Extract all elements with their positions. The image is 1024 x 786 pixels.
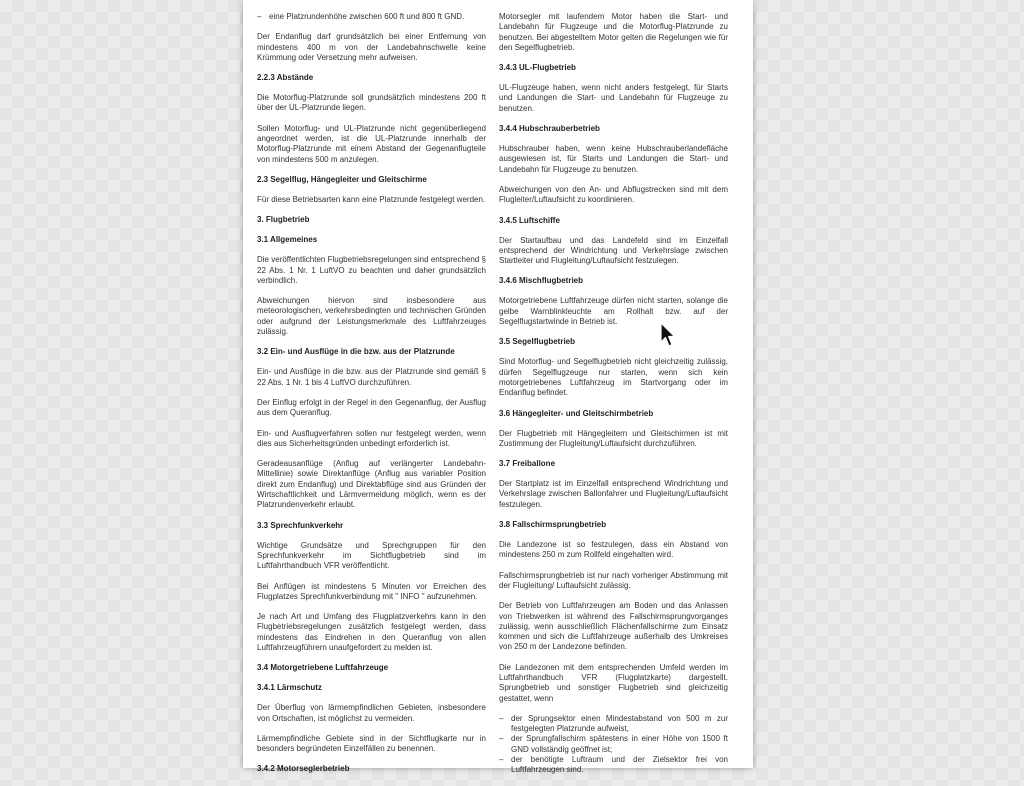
section-heading: 3.7 Freiballone xyxy=(499,459,556,469)
paragraph: Der Flugbetrieb mit Hängegleitern und Gleitschirmen ist mit Zustimmung der Flugleitung/Luftaufsicht durchzuführen. xyxy=(499,428,728,448)
section-heading: 3.3 Sprechfunkverkehr xyxy=(257,520,344,530)
section-heading: 2.2.3 Abstände xyxy=(257,73,314,83)
section-heading: 3.4.3 UL-Flugbetrieb xyxy=(499,63,576,73)
paragraph: Der Startaufbau und das Landefeld sind im Einzelfall entsprechend der Windrichtung und Verkehrslage zwischen Startleiter und Flugleitung/Luftaufsicht festzulegen. xyxy=(499,235,728,266)
list-item: – der benötigte Luftraum und der Zielsektor frei von Luftfahrzeugen sind. xyxy=(499,755,728,776)
paragraph: Der Überflug von lärmempfindlichen Gebieten, insbesondere von Ortschaften, ist möglichst zu vermeiden. xyxy=(257,703,486,723)
section-heading: 3.4.5 Luftschiffe xyxy=(499,215,560,225)
paragraph: Ein- und Ausflugverfahren sollen nur festgelegt werden, wenn dies aus Sicherheitsgründen unbedingt erforderlich ist. xyxy=(257,428,486,448)
list-item: – der Sprungsektor einen Mindestabstand von 500 m zur festgelegten Platzrunde aufweist, xyxy=(499,714,728,735)
paragraph: Hubschrauber haben, wenn keine Hubschrauberlandefläche ausgewiesen ist, für Starts und Landungen die Start- und Landebahn für Flugzeuge zu benutzen. xyxy=(499,144,728,174)
paragraph: Wichtige Grundsätze und Sprechgruppen für den Sprechfunkverkehr im Sichtflugbetrieb sind im Luftfahrthandbuch VFR veröffentlicht. xyxy=(257,540,486,571)
paragraph: Je nach Art und Umfang des Flugplatzverkehrs kann in den Flugbetriebsregelungen zusätzlich festgelegt werden, dass mindestens das Eindrehen in den Queranflug von allen Luftfahrzeugführern unaufgefordert zu melden ist. xyxy=(257,612,486,652)
paragraph: Sollen Motorflug- und UL-Platzrunde nicht gegenüberliegend angeordnet werden, ist die UL-Platzrunde innerhalb der Motorflug-Platzrunde mit einem Abstand der Gegenanflugteile von mindestens 500 m anzulegen. xyxy=(257,123,486,164)
section-heading: 3.6 Hängegleiter- und Gleitschirmbetrieb xyxy=(499,408,654,418)
paragraph: Geradeausanflüge (Anflug auf verlängerter Landebahn-Mittellinie) sowie Direktanflüge (Anflug aus variabler Position direkt zum Endanflug) und Direktabflüge sind aus Gründen der Wirtschaftlichkeit und Lärmvermeidung möglich, wenn es der Platzrundenverkehr erlaubt. xyxy=(257,459,486,510)
section-heading: 3.2 Ein- und Ausflüge in die bzw. aus der Platzrunde xyxy=(257,347,455,357)
document-page xyxy=(243,0,753,775)
paragraph: Für diese Betriebsarten kann eine Platzrunde festgelegt werden. xyxy=(257,194,486,204)
paragraph: Die veröffentlichten Flugbetriebsregelungen sind entsprechend § 22 Abs. 1 Nr. 1 LuftVO zu beachten und daher grundsätzlich verbindlich. xyxy=(257,255,486,285)
paragraph: Fallschirmsprungbetrieb ist nur nach vorheriger Abstimmung mit der Flugleitung/ Luftaufsicht zulässig. xyxy=(499,570,728,590)
paragraph: Motorsegler mit laufendem Motor haben die Start- und Landebahn für Flugzeuge und die Motorflug-Platzrunde zu benutzen. Bei abgestelltem Motor gelten die Regelungen wie für den Segelflugbetrieb. xyxy=(499,12,728,52)
right-column xyxy=(499,12,728,786)
paragraph: Der Endanflug darf grundsätzlich bei einer Entfernung von mindestens 400 m von der Landebahnschwelle keine Krümmung oder Versetzung mehr aufweisen. xyxy=(257,32,486,62)
paragraph: Ein- und Ausflüge in die bzw. aus der Platzrunde sind gemäß § 22 Abs. 1 Nr. 1 bis 4 LuftVO durchzuführen. xyxy=(257,367,486,387)
list-item: – der Sprungfallschirm spätestens in einer Höhe von 1500 ft GND vollständig geöffnet ist; xyxy=(499,734,728,755)
mouse-pointer-icon xyxy=(660,322,676,348)
section-heading: 3.4.2 Motorseglerbetrieb xyxy=(257,764,350,774)
section-heading: 3.5 Segelflugbetrieb xyxy=(499,337,576,347)
left-column xyxy=(257,12,486,784)
bullet-list xyxy=(499,714,728,776)
section-heading: 3.4 Motorgetriebene Luftfahrzeuge xyxy=(257,663,389,673)
section-heading: 3.4.6 Mischflugbetrieb xyxy=(499,276,584,286)
section-heading: 3. Flugbetrieb xyxy=(257,215,310,225)
paragraph: Motorgetriebene Luftfahrzeuge dürfen nicht starten, solange die gelbe Warnblinkleuchte am Rollhalt bzw. auf der Segelflugstartwinde in Betrieb ist. xyxy=(499,296,728,327)
paragraph: Abweichungen hiervon sind insbesondere aus meteorologischen, verkehrsbedingten und technischen Gründen oder aufgrund der Leistungsmerkmale des Luftfahrzeuges zulässig. xyxy=(257,296,486,337)
paragraph: Die Motorflug-Platzrunde soll grundsätzlich mindestens 200 ft über der UL-Platzrunde liegen. xyxy=(257,93,486,113)
paragraph: Lärmempfindliche Gebiete sind in der Sichtflugkarte nur in besonders begründeten Einzelfällen zu benennen. xyxy=(257,733,486,754)
section-heading: 3.8 Fallschirmsprungbetrieb xyxy=(499,520,607,530)
section-heading: 3.1 Allgemeines xyxy=(257,235,318,245)
paragraph: Der Einflug erfolgt in der Regel in den Gegenanflug, der Ausflug aus dem Queranflug. xyxy=(257,397,486,418)
paragraph: UL-Flugzeuge haben, wenn nicht anders festgelegt, für Starts und Landungen die Start- und Landebahn für Flugzeuge zu benutzen. xyxy=(499,83,728,113)
section-heading: 3.4.4 Hubschrauberbetrieb xyxy=(499,124,600,134)
paragraph: Der Betrieb von Luftfahrzeugen am Boden und das Anlassen von Triebwerken ist während des Fallschirmsprungvorganges zulässig, wenn ausschließlich Flächenfallschirme zum Einsatz kommen und sich die Luftfahrzeuge außerhalb des Umkreises von 250 m der Landezone befinden. xyxy=(499,601,728,652)
paragraph: Abweichungen von den An- und Abflugstrecken sind mit dem Flugleiter/Luftaufsicht zu koordinieren. xyxy=(499,184,728,205)
paragraph: Die Landezonen mit dem entsprechenden Umfeld werden im Luftfahrthandbuch VFR (Flugplatzkarte) dargestellt. Sprungbetrieb und sonstiger Flugbetrieb sind gleichzeitig gestattet, wenn xyxy=(499,662,728,703)
section-heading: 3.4.1 Lärmschutz xyxy=(257,683,322,693)
paragraph: Sind Motorflug- und Segelflugbetrieb nicht gleichzeitig zulässig, dürfen Segelflugzeuge nur starten, wenn sich kein motorgetriebenes Luftfahrzeug im Startvorgang oder im Endanflug befindet. xyxy=(499,357,728,398)
section-heading: 2.3 Segelflug, Hängegleiter und Gleitschirme xyxy=(257,174,427,184)
list-item: – eine Platzrundenhöhe zwischen 600 ft und 800 ft GND. xyxy=(257,12,486,22)
paragraph: Bei Anflügen ist mindestens 5 Minuten vor Erreichen des Flugplatzes Sprechfunkverbindung mit " INFO " aufzunehmen. xyxy=(257,581,486,601)
paragraph: Der Startplatz ist im Einzelfall entsprechend Windrichtung und Verkehrslage zwischen Ballonfahrer und Flugleitung/Luftaufsicht festzulegen. xyxy=(499,479,728,509)
paragraph: Die Landezone ist so festzulegen, dass ein Abstand von mindestens 250 m zum Rollfeld eingehalten wird. xyxy=(499,540,728,560)
bullet-list xyxy=(257,12,486,22)
